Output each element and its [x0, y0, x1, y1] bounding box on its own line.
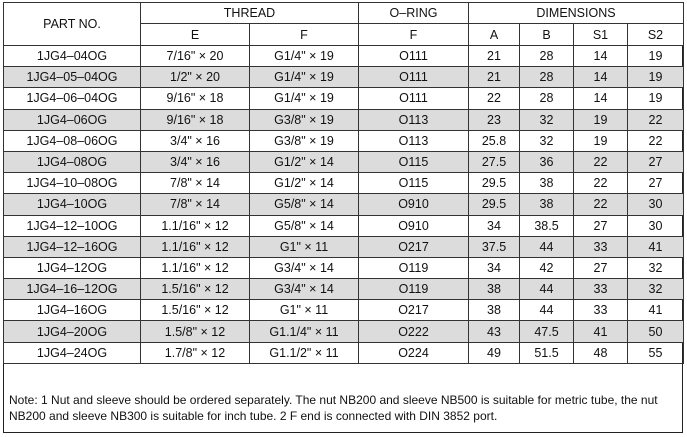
- cell-part-no: 1JG4–16OG: [4, 300, 141, 321]
- table-row: [4, 215, 684, 236]
- header-dimensions: DIMENSIONS: [469, 3, 684, 24]
- cell-dim-s2: 30: [628, 194, 684, 215]
- cell-part-no: 1JG4–12OG: [4, 257, 141, 278]
- cell-dim-s2: 32: [628, 279, 684, 300]
- cell-dim-b: 38: [520, 194, 574, 215]
- cell-part-no: 1JG4–05–04OG: [4, 67, 141, 88]
- cell-thread-e: 3/4" × 16: [141, 151, 250, 172]
- cell-oring: O119: [359, 279, 469, 300]
- cell-dim-b: 28: [520, 67, 574, 88]
- cell-dim-s1: 14: [574, 88, 628, 109]
- cell-thread-e: 1.5/16" × 12: [141, 300, 250, 321]
- table-row: [4, 67, 684, 88]
- cell-dim-b: 32: [520, 130, 574, 151]
- cell-part-no: 1JG4–24OG: [4, 342, 141, 363]
- cell-oring: O222: [359, 321, 469, 342]
- header-oring: O–RING: [359, 3, 469, 24]
- cell-dim-a: 38: [469, 300, 520, 321]
- cell-part-no: 1JG4–12–10OG: [4, 215, 141, 236]
- cell-dim-a: 23: [469, 109, 520, 130]
- cell-thread-f: G1/4" × 19: [250, 46, 359, 67]
- cell-dim-s1: 19: [574, 130, 628, 151]
- cell-dim-a: 21: [469, 67, 520, 88]
- cell-dim-a: 43: [469, 321, 520, 342]
- cell-oring: O111: [359, 46, 469, 67]
- cell-dim-a: 49: [469, 342, 520, 363]
- cell-thread-f: G1.1/4" × 11: [250, 321, 359, 342]
- cell-part-no: 1JG4–06–04OG: [4, 88, 141, 109]
- cell-part-no: 1JG4–08–06OG: [4, 130, 141, 151]
- cell-thread-f: G3/4" × 14: [250, 279, 359, 300]
- cell-dim-s2: 30: [628, 215, 684, 236]
- cell-part-no: 1JG4–10–08OG: [4, 173, 141, 194]
- cell-thread-e: 7/16" × 20: [141, 46, 250, 67]
- cell-dim-a: 34: [469, 257, 520, 278]
- cell-thread-f: G1/4" × 19: [250, 67, 359, 88]
- cell-dim-s2: 19: [628, 46, 684, 67]
- table-row: [4, 130, 684, 151]
- subheader-dim-b: B: [520, 24, 574, 46]
- cell-dim-s1: 22: [574, 194, 628, 215]
- cell-part-no: 1JG4–06OG: [4, 109, 141, 130]
- cell-oring: O113: [359, 109, 469, 130]
- cell-dim-b: 47.5: [520, 321, 574, 342]
- cell-dim-b: 28: [520, 88, 574, 109]
- cell-thread-f: G3/8" × 19: [250, 130, 359, 151]
- subheader-dim-a: A: [469, 24, 520, 46]
- cell-dim-s1: 48: [574, 342, 628, 363]
- cell-part-no: 1JG4–16–12OG: [4, 279, 141, 300]
- cell-thread-e: 1.1/16" × 12: [141, 257, 250, 278]
- cell-oring: O119: [359, 257, 469, 278]
- cell-dim-s1: 33: [574, 279, 628, 300]
- header-thread: THREAD: [141, 3, 359, 24]
- cell-dim-s1: 19: [574, 109, 628, 130]
- cell-oring: O224: [359, 342, 469, 363]
- cell-dim-s2: 27: [628, 151, 684, 172]
- cell-thread-e: 1.1/16" × 12: [141, 236, 250, 257]
- cell-dim-s2: 41: [628, 236, 684, 257]
- cell-part-no: 1JG4–20OG: [4, 321, 141, 342]
- cell-dim-b: 38: [520, 173, 574, 194]
- cell-oring: O115: [359, 173, 469, 194]
- cell-dim-a: 38: [469, 279, 520, 300]
- cell-dim-b: 42: [520, 257, 574, 278]
- cell-dim-s1: 14: [574, 46, 628, 67]
- cell-thread-f: G1" × 11: [250, 300, 359, 321]
- header-part-no: PART NO.: [4, 3, 141, 46]
- cell-thread-f: G1/4" × 19: [250, 88, 359, 109]
- cell-dim-s1: 33: [574, 236, 628, 257]
- cell-dim-b: 51.5: [520, 342, 574, 363]
- subheader-oring-f: F: [359, 24, 469, 46]
- cell-thread-f: G5/8" × 14: [250, 194, 359, 215]
- cell-dim-s2: 41: [628, 300, 684, 321]
- cell-dim-s2: 55: [628, 342, 684, 363]
- cell-dim-s2: 19: [628, 67, 684, 88]
- cell-thread-e: 1.1/16" × 12: [141, 215, 250, 236]
- table-row: [4, 342, 684, 363]
- cell-thread-f: G3/4" × 14: [250, 257, 359, 278]
- cell-dim-s1: 27: [574, 257, 628, 278]
- cell-oring: O910: [359, 215, 469, 236]
- cell-oring: O115: [359, 151, 469, 172]
- table-row: [4, 321, 684, 342]
- cell-oring: O113: [359, 130, 469, 151]
- cell-dim-s2: 27: [628, 173, 684, 194]
- cell-dim-a: 21: [469, 46, 520, 67]
- cell-thread-e: 1.5/8" × 12: [141, 321, 250, 342]
- subheader-dim-s2: S2: [628, 24, 684, 46]
- table-row: [4, 46, 684, 67]
- cell-oring: O111: [359, 88, 469, 109]
- subheader-dim-s1: S1: [574, 24, 628, 46]
- cell-dim-b: 44: [520, 236, 574, 257]
- subheader-thread-e: E: [141, 24, 250, 46]
- cell-thread-f: G1" × 11: [250, 236, 359, 257]
- cell-thread-e: 9/16" × 18: [141, 88, 250, 109]
- table-row: [4, 109, 684, 130]
- table-row: [4, 279, 684, 300]
- cell-thread-f: G5/8" × 14: [250, 215, 359, 236]
- cell-thread-e: 1/2" × 20: [141, 67, 250, 88]
- cell-dim-a: 29.5: [469, 194, 520, 215]
- cell-dim-b: 38.5: [520, 215, 574, 236]
- cell-dim-a: 29.5: [469, 173, 520, 194]
- cell-part-no: 1JG4–12–16OG: [4, 236, 141, 257]
- cell-dim-s2: 19: [628, 88, 684, 109]
- cell-thread-e: 7/8" × 14: [141, 173, 250, 194]
- cell-thread-e: 1.7/8" × 12: [141, 342, 250, 363]
- cell-part-no: 1JG4–04OG: [4, 46, 141, 67]
- cell-dim-a: 22: [469, 88, 520, 109]
- table-row: [4, 300, 684, 321]
- cell-dim-b: 44: [520, 300, 574, 321]
- table-row: [4, 151, 684, 172]
- cell-dim-a: 25.8: [469, 130, 520, 151]
- cell-thread-f: G1/2" × 14: [250, 173, 359, 194]
- cell-dim-b: 32: [520, 109, 574, 130]
- cell-oring: O910: [359, 194, 469, 215]
- cell-dim-s1: 22: [574, 151, 628, 172]
- cell-dim-s2: 22: [628, 109, 684, 130]
- cell-dim-s1: 27: [574, 215, 628, 236]
- cell-thread-e: 1.5/16" × 12: [141, 279, 250, 300]
- cell-dim-a: 27.5: [469, 151, 520, 172]
- cell-dim-s1: 14: [574, 67, 628, 88]
- cell-thread-e: 3/4" × 16: [141, 130, 250, 151]
- cell-dim-a: 34: [469, 215, 520, 236]
- cell-oring: O111: [359, 67, 469, 88]
- cell-dim-b: 28: [520, 46, 574, 67]
- cell-dim-s2: 22: [628, 130, 684, 151]
- cell-thread-e: 7/8" × 14: [141, 194, 250, 215]
- footnote: Note: 1 Nut and sleeve should be ordered separately. The nut NB200 and sleeve NB500 is suitable for metric tube, the nut NB200 and sleeve NB300 is suitable for inch tube. 2 F end is connected with DIN 3852 port.: [9, 393, 658, 423]
- table-row: [4, 194, 684, 215]
- table-row: [4, 236, 684, 257]
- cell-dim-b: 36: [520, 151, 574, 172]
- cell-thread-e: 9/16" × 18: [141, 109, 250, 130]
- cell-dim-s2: 50: [628, 321, 684, 342]
- cell-thread-f: G3/8" × 19: [250, 109, 359, 130]
- table-row: [4, 173, 684, 194]
- cell-oring: O217: [359, 236, 469, 257]
- cell-thread-f: G1/2" × 14: [250, 151, 359, 172]
- cell-part-no: 1JG4–10OG: [4, 194, 141, 215]
- cell-dim-s1: 22: [574, 173, 628, 194]
- cell-dim-s1: 33: [574, 300, 628, 321]
- cell-oring: O217: [359, 300, 469, 321]
- cell-dim-s1: 41: [574, 321, 628, 342]
- cell-dim-b: 44: [520, 279, 574, 300]
- subheader-thread-f: F: [250, 24, 359, 46]
- cell-dim-s2: 32: [628, 257, 684, 278]
- cell-dim-a: 37.5: [469, 236, 520, 257]
- cell-part-no: 1JG4–08OG: [4, 151, 141, 172]
- fitting-spec-table: [3, 2, 684, 364]
- table-row: [4, 88, 684, 109]
- table-row: [4, 257, 684, 278]
- cell-thread-f: G1.1/2" × 11: [250, 342, 359, 363]
